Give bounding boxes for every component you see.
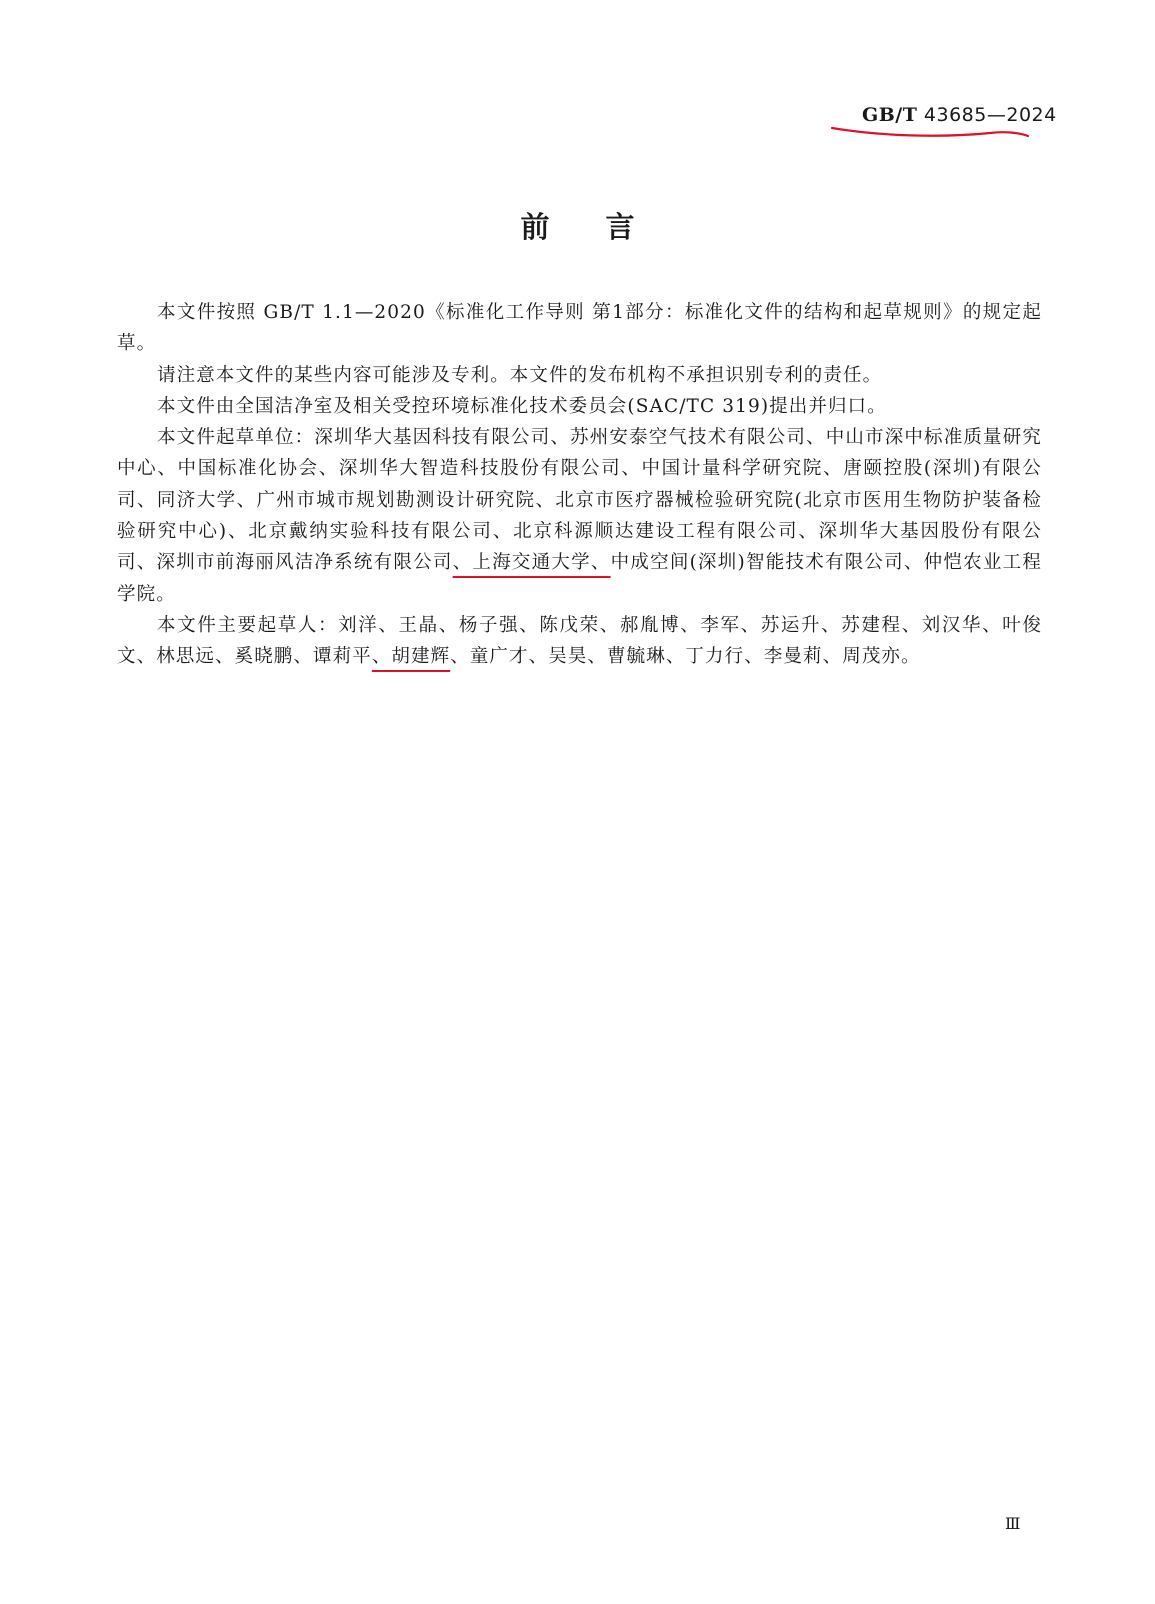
preface-body <box>117 297 1042 673</box>
standard-code <box>862 104 1057 126</box>
paragraph-drafting-rules: 本文件按照 GB/T 1.1—2020《标准化工作导则 第1部分：标准化文件的结构和起草规则》的规定起草。 <box>117 302 1042 355</box>
drafters-text: 本文件主要起草人：刘洋、王晶、杨子强、陈戊荣、郝胤博、李军、苏运升、苏建程、刘汉华、叶俊文、林思远、奚晓鹏、谭莉平 <box>117 614 1042 668</box>
standard-number: 43685—2024 <box>923 104 1057 126</box>
red-annotation-stroke <box>0 0 1155 160</box>
highlighted-unit: 、上海交通大学、 <box>452 552 611 574</box>
page-number: Ⅲ <box>1005 1514 1021 1533</box>
standard-prefix: GB/T <box>862 104 918 126</box>
highlighted-drafter: 、胡建辉 <box>371 646 451 668</box>
drafting-units-text: 本文件起草单位：深圳华大基因科技有限公司、苏州安泰空气技术有限公司、中山市深中标准质量研究中心、中国标准化协会、深圳华大智造科技股份有限公司、中国计量科学研究院、唐颐控股(深圳)有限公司、同济大学、广州市城市规划勘测设计研究院、北京市医疗器械检验研究院(北京市医用生物防护装备检验研究中心)、北京戴纳实验科技有限公司、北京科源顺达建设工程有限公司、深圳华大基因股份有限公司、深圳市前海丽风洁净系统有限公司 <box>117 427 1042 574</box>
drafters-text-end: 、童广才、吴昊、曹毓琳、丁力行、李曼莉、周茂亦。 <box>450 646 921 668</box>
paragraph-proposer: 本文件由全国洁净室及相关受控环境标准化技术委员会(SAC/TC 319)提出并归口。 <box>157 395 887 417</box>
paragraph-drafters <box>117 610 1042 673</box>
page-title: 前言 <box>520 210 691 244</box>
paragraph-patent-notice: 请注意本文件的某些内容可能涉及专利。本文件的发布机构不承担识别专利的责任。 <box>157 364 883 386</box>
paragraph-drafting-units <box>117 422 1042 610</box>
drafting-units-text-end: 中成空间(深圳)智能技术有限公司、仲恺农业工程学院。 <box>117 552 1042 605</box>
